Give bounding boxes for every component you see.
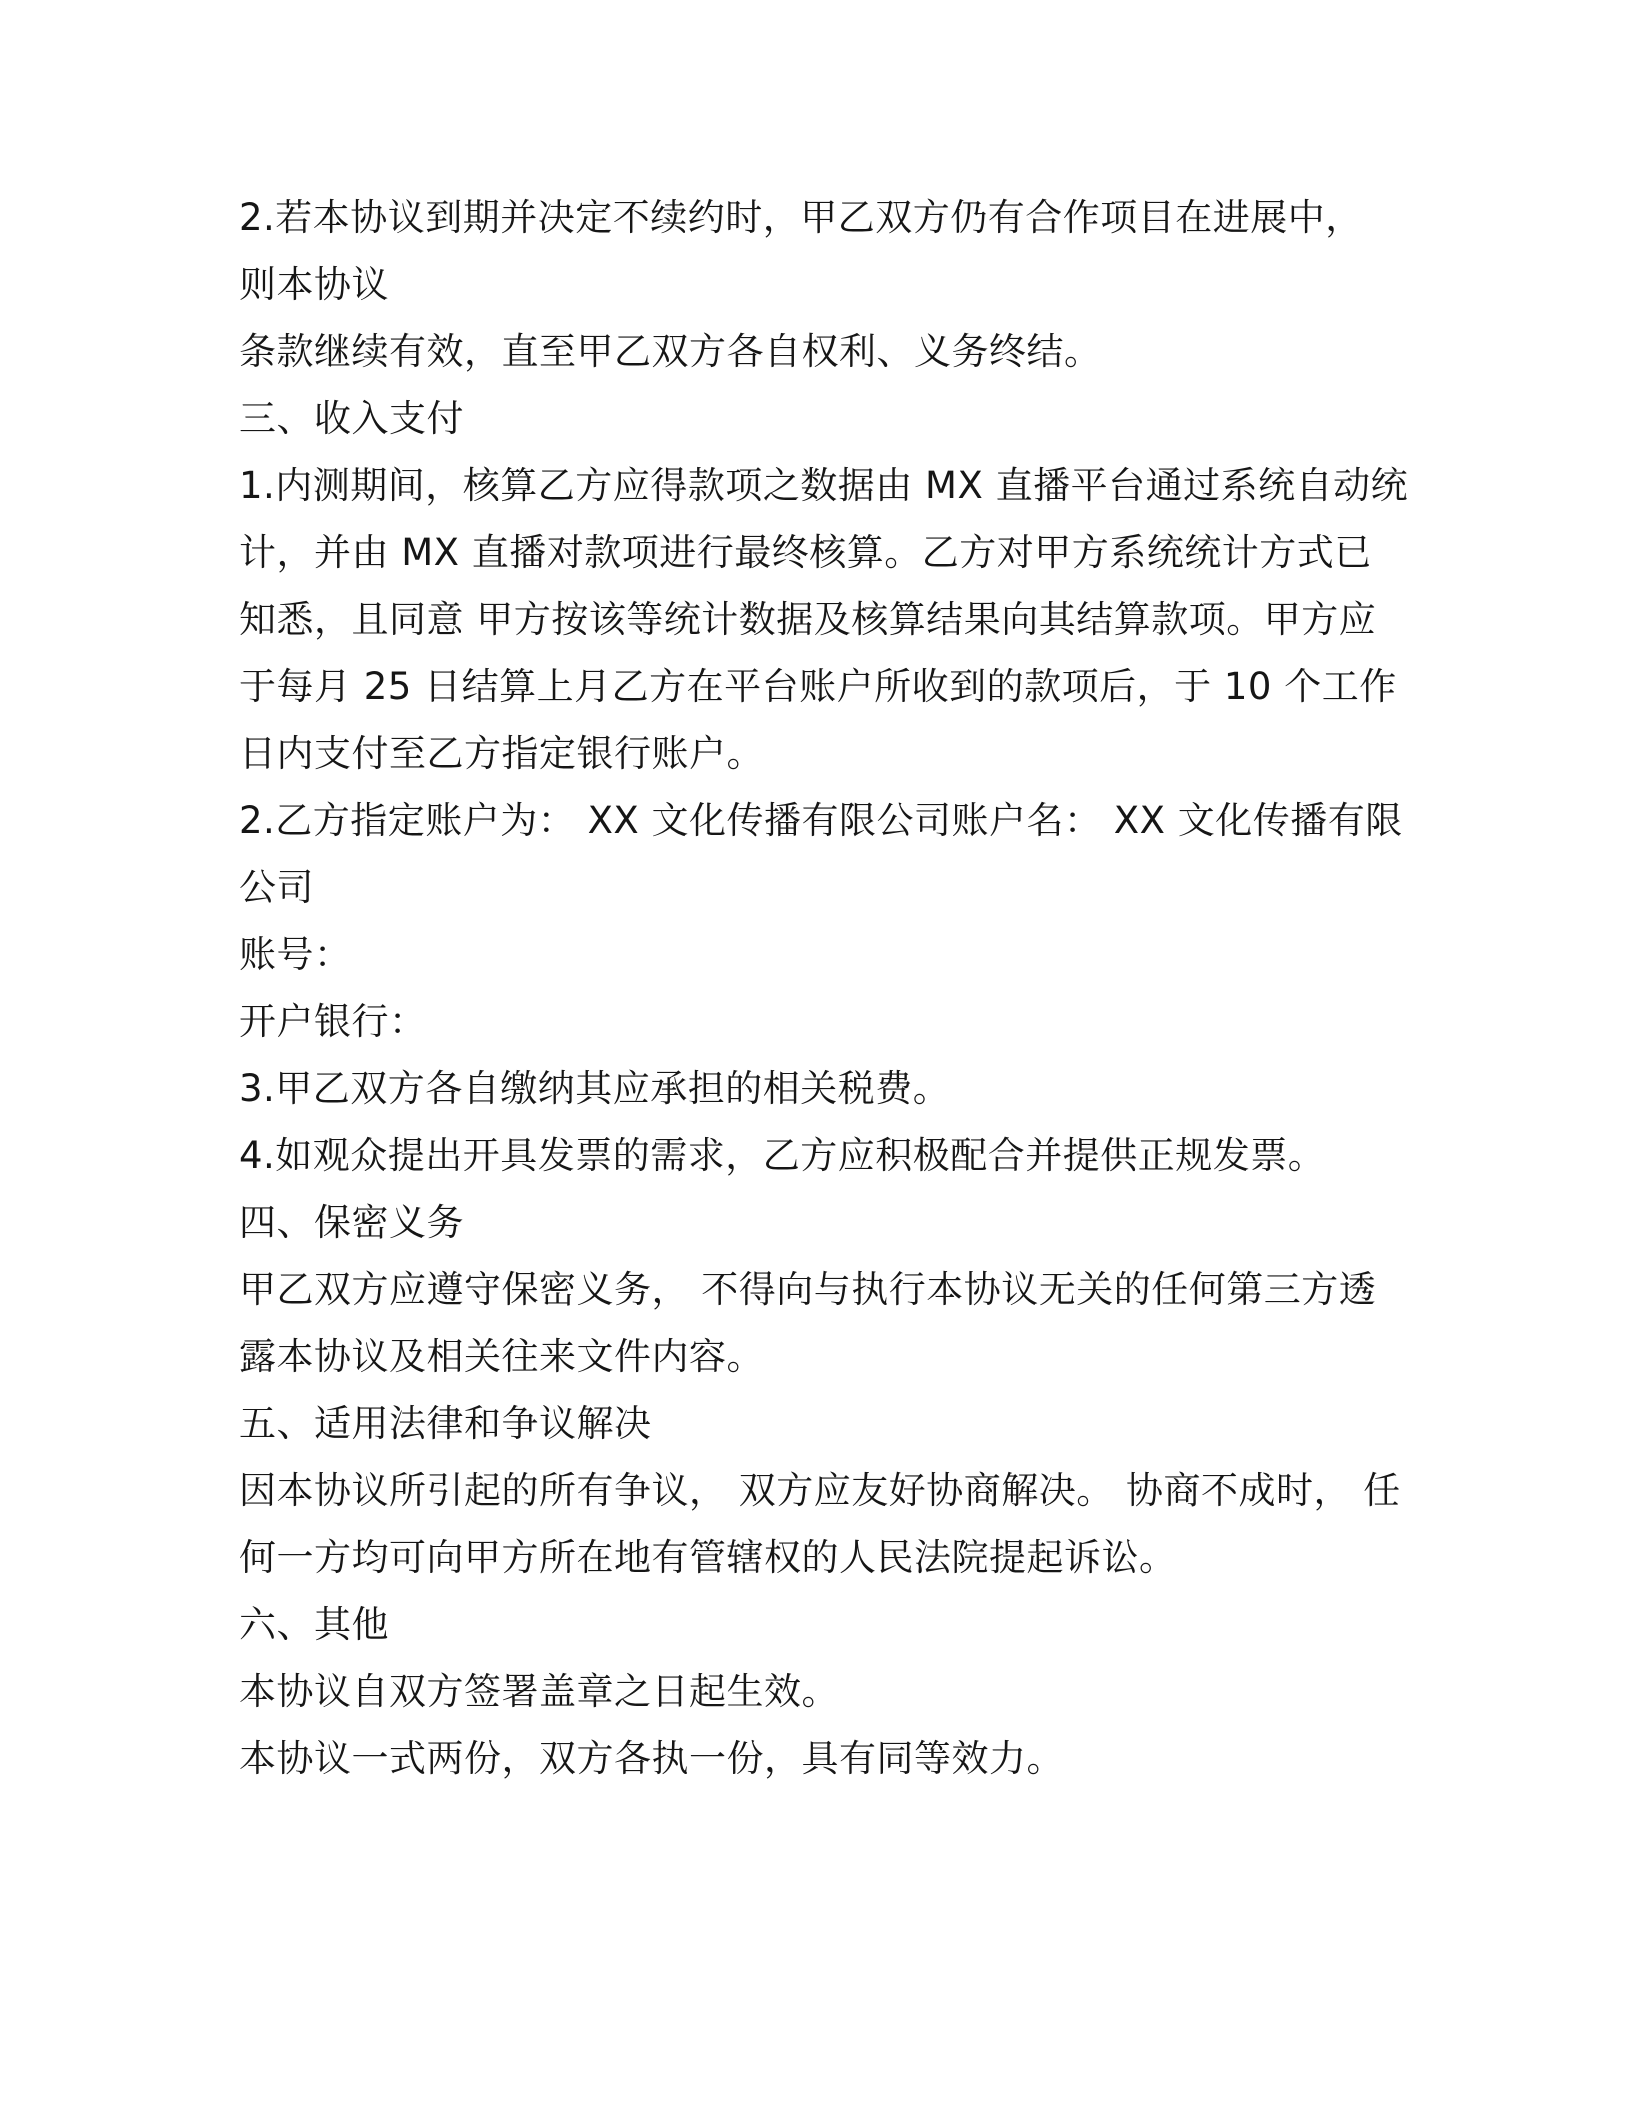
disputes-line-2: 何一方均可向甲方所在地有管辖权的人民法院提起诉讼。 [239, 1536, 1177, 1579]
payment-clause-1-line-3: 知悉，且同意 甲方按该等统计数据及核算结果向其结算款项。甲方应 [239, 598, 1377, 641]
payment-clause-1-line-1: 1.内测期间，核算乙方应得款项之数据由 MX 直播平台通过系统自动统 [239, 464, 1409, 507]
clause-2-renewal-line-3: 条款继续有效，直至甲乙双方各自权利、义务终结。 [239, 330, 1102, 373]
payment-clause-1-line-5: 日内支付至乙方指定银行账户。 [239, 732, 764, 775]
other-clause-copies: 本协议一式两份，双方各执一份，具有同等效力。 [239, 1737, 1064, 1780]
account-number-field: 账号： [239, 933, 352, 976]
section-heading-other: 六、其他 [239, 1603, 389, 1646]
confidentiality-line-2: 露本协议及相关往来文件内容。 [239, 1335, 764, 1378]
bank-name-field: 开户银行： [239, 1000, 427, 1043]
section-heading-law-disputes: 五、适用法律和争议解决 [239, 1402, 652, 1445]
section-heading-income-payment: 三、收入支付 [239, 397, 464, 440]
clause-2-renewal-line-1: 2.若本协议到期并决定不续约时，甲乙双方仍有合作项目在进展中， [239, 196, 1363, 239]
payment-clause-2-line-1: 2.乙方指定账户为： XX 文化传播有限公司账户名： XX 文化传播有限 [239, 799, 1403, 842]
payment-clause-2-line-2: 公司 [239, 866, 314, 909]
payment-clause-1-line-2: 计，并由 MX 直播对款项进行最终核算。乙方对甲方系统统计方式已 [239, 531, 1372, 574]
other-clause-effective: 本协议自双方签署盖章之日起生效。 [239, 1670, 839, 1713]
payment-clause-4: 4.如观众提出开具发票的需求，乙方应积极配合并提供正规发票。 [239, 1134, 1326, 1177]
confidentiality-line-1: 甲乙双方应遵守保密义务， 不得向与执行本协议无关的任何第三方透 [239, 1268, 1377, 1311]
payment-clause-1-line-4: 于每月 25 日结算上月乙方在平台账户所收到的款项后，于 10 个工作 [239, 665, 1397, 708]
clause-2-renewal-line-2: 则本协议 [239, 263, 389, 306]
section-heading-confidentiality: 四、保密义务 [239, 1201, 464, 1244]
disputes-line-1: 因本协议所引起的所有争议， 双方应友好协商解决。 协商不成时， 任 [239, 1469, 1401, 1512]
payment-clause-3: 3.甲乙双方各自缴纳其应承担的相关税费。 [239, 1067, 951, 1110]
document-body [239, 184, 1409, 1792]
